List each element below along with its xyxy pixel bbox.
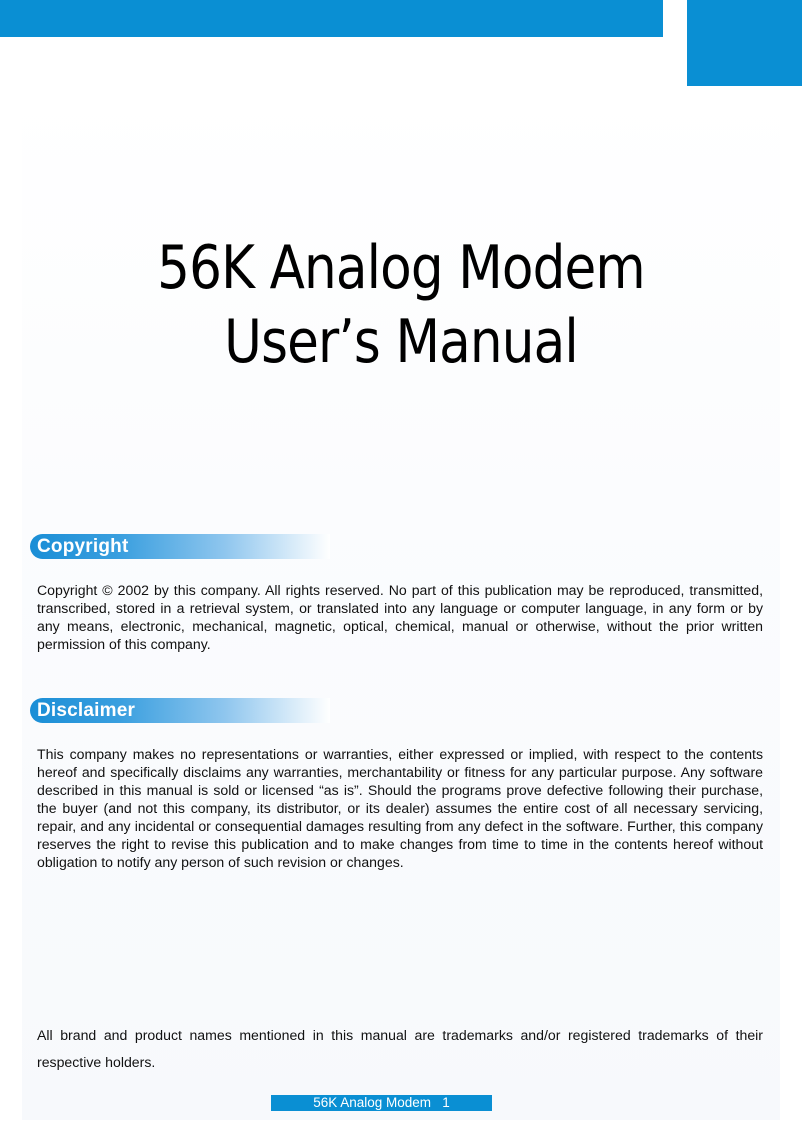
section-heading-copyright-label: Copyright bbox=[37, 536, 129, 557]
document-title bbox=[56, 233, 746, 377]
section-heading-disclaimer-label: Disclaimer bbox=[37, 700, 136, 721]
header-accent-bar bbox=[0, 0, 663, 37]
corner-accent-block bbox=[687, 0, 802, 86]
disclaimer-paragraph: This company makes no representations or warranties, either expressed or implied, with respect to the contents hereof and specifically disclaims any warranties, merchantability or fitness for any particular purpose. Any software described in this manual is sold or licensed “as is”. Should the programs prove defective following their purchase, the buyer (and not this company, its distributor, or its dealer) assumes the entire cost of all necessary servicing, repair, and any incidental or consequential damages resulting from any defect in the software. Further, this company reserves the right to revise this publication and to make changes from time to time in the contents hereof without obligation to notify any person of such revision or changes. bbox=[37, 746, 763, 870]
section-heading-disclaimer bbox=[30, 698, 330, 723]
trademark-paragraph: All brand and product names mentioned in this manual are trademarks and/or registered trademarks of their respective holders. bbox=[37, 1027, 763, 1070]
title-line-manual: User’s Manual bbox=[224, 307, 578, 377]
title-line-product: 56K Analog Modem bbox=[157, 233, 645, 303]
section-heading-copyright bbox=[30, 534, 330, 559]
copyright-paragraph: Copyright © 2002 by this company. All rights reserved. No part of this publication may be reproduced, transmitted, transcribed, stored in a retrieval system, or translated into any language or computer language, in any form or by any means, electronic, mechanical, magnetic, optical, chemical, manual or otherwise, without the prior written permission of this company. bbox=[37, 582, 763, 652]
page-footer bbox=[271, 1095, 492, 1111]
footer-label: 56K Analog Modem 1 bbox=[313, 1095, 450, 1110]
